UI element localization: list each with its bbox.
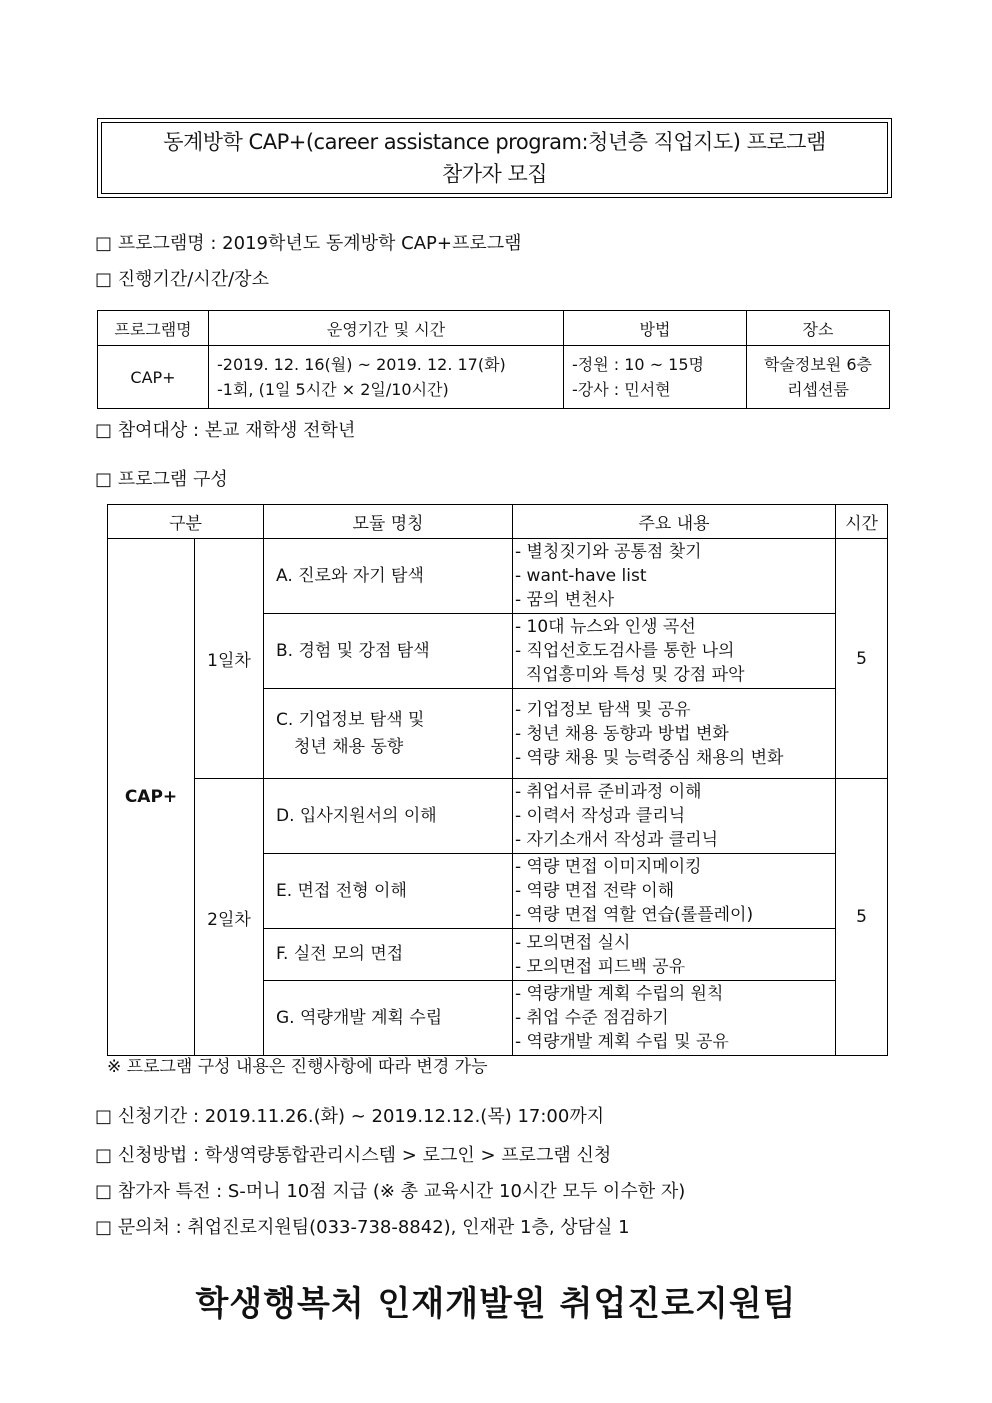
detail-a-3: - 꿈의 변천사 [515,590,615,610]
header-place: 장소 [747,311,890,346]
detail-e-3: - 역량 면접 역할 연습(롤플레이) [515,905,754,925]
method-line-1: -정원 : 10 ~ 15명 [572,355,705,374]
bullet-benefit: □ 참가자 특전 : S-머니 10점 지급 (※ 총 교육시간 10시간 모두 이수한 자) [95,1181,686,1202]
program-note: ※ 프로그램 구성 내용은 진행사항에 따라 변경 가능 [107,1057,488,1077]
detail-b-1: - 10대 뉴스와 인생 곡선 [515,617,696,637]
cell-place [747,346,890,409]
detail-c-2: - 청년 채용 동향과 방법 변화 [515,723,729,744]
period-line-2: -1회, (1일 5시간 × 2일/10시간) [217,380,449,399]
header-period: 운영기간 및 시간 [209,311,564,346]
module-name-g: G. 역량개발 계획 수립 [264,981,513,1056]
footer-organization: 학생행복처 인재개발원 취업진로지원팀 [195,1284,797,1324]
bullet-target: □ 참여대상 : 본교 재학생 전학년 [95,420,356,441]
header-method: 방법 [564,311,747,346]
method-line-2: -강사 : 민서현 [572,380,671,399]
module-details-g [513,981,836,1056]
cell-hours-day2: 5 [836,779,888,1056]
module-name-d: D. 입사지원서의 이해 [264,779,513,854]
detail-f-1: - 모의면접 실시 [515,932,631,953]
place-line-1: 학술정보원 6층 [763,355,872,374]
detail-g-2: - 취업 수준 점검하기 [515,1008,669,1028]
page-title: 동계방학 CAP+(career assistance program:청년층 직업지도) 프로그램 [163,130,826,154]
detail-c-3: - 역량 채용 및 능력중심 채용의 변화 [515,747,784,768]
place-line-2: 리셉션룸 [787,380,849,399]
cell-day1: 1일차 [195,539,264,779]
module-name-c-line2: 청년 채용 동향 [294,736,404,757]
header-module: 모듈 명칭 [264,505,513,539]
module-row-a [108,539,888,614]
program-header-row [108,505,888,539]
cell-program: CAP+ [108,539,195,1056]
module-name-e: E. 면접 전형 이해 [264,854,513,929]
module-details-a [513,539,836,614]
detail-d-2: - 이력서 작성과 클리닉 [515,806,686,826]
detail-d-3: - 자기소개서 작성과 클리닉 [515,830,718,850]
module-name-b: B. 경험 및 강점 탐색 [264,614,513,689]
bullet-apply-method: □ 신청방법 : 학생역량통합관리시스템 > 로그인 > 프로그램 신청 [95,1145,612,1166]
schedule-table [97,310,890,409]
program-table [107,504,888,1056]
module-name-a: A. 진로와 자기 탐색 [264,539,513,614]
detail-e-1: - 역량 면접 이미지메이킹 [515,857,702,877]
header-hours: 시간 [836,505,888,539]
module-details-e [513,854,836,929]
bullet-program-structure: □ 프로그램 구성 [95,469,228,490]
detail-g-1: - 역량개발 계획 수립의 원칙 [515,984,724,1004]
detail-a-2: - want-have list [515,566,647,586]
title-box [97,118,892,198]
schedule-header-row [98,311,890,346]
schedule-row [98,346,890,409]
cell-period [209,346,564,409]
module-row-d [108,779,888,854]
detail-f-2: - 모의면접 피드백 공유 [515,956,686,977]
title-inner-border [101,122,888,194]
bullet-contact: □ 문의처 : 취업진로지원팀(033-738-8842), 인재관 1층, 상담실 1 [95,1217,630,1238]
module-name-c [264,689,513,779]
header-program-name: 프로그램명 [98,311,209,346]
page-subtitle: 참가자 모집 [441,162,548,186]
module-details-f [513,929,836,981]
bullet-program-name: □ 프로그램명 : 2019학년도 동계방학 CAP+프로그램 [95,233,522,254]
detail-d-1: - 취업서류 준비과정 이해 [515,782,702,802]
detail-e-2: - 역량 면접 전략 이해 [515,881,675,901]
detail-b-2: - 직업선호도검사를 통한 나의 [515,641,735,661]
cell-day2: 2일차 [195,779,264,1056]
detail-g-3: - 역량개발 계획 수립 및 공유 [515,1032,729,1052]
bullet-schedule-heading: □ 진행기간/시간/장소 [95,269,269,290]
detail-a-1: - 별칭짓기와 공통점 찾기 [515,542,702,562]
detail-c-1: - 기업정보 탐색 및 공유 [515,699,691,720]
cell-method [564,346,747,409]
header-content: 주요 내용 [513,505,836,539]
module-name-c-line1: C. 기업정보 탐색 및 [276,709,425,730]
detail-b-3: 직업흥미와 특성 및 강점 파악 [515,665,745,685]
header-category: 구분 [108,505,264,539]
module-details-c [513,689,836,779]
bullet-apply-period: □ 신청기간 : 2019.11.26.(화) ~ 2019.12.12.(목) 17:00까지 [95,1106,605,1127]
module-details-b [513,614,836,689]
cell-hours-day1: 5 [836,539,888,779]
period-line-1: -2019. 12. 16(월) ~ 2019. 12. 17(화) [217,355,506,374]
module-details-d [513,779,836,854]
cell-program-name: CAP+ [98,346,209,409]
module-name-f: F. 실전 모의 면접 [264,929,513,981]
